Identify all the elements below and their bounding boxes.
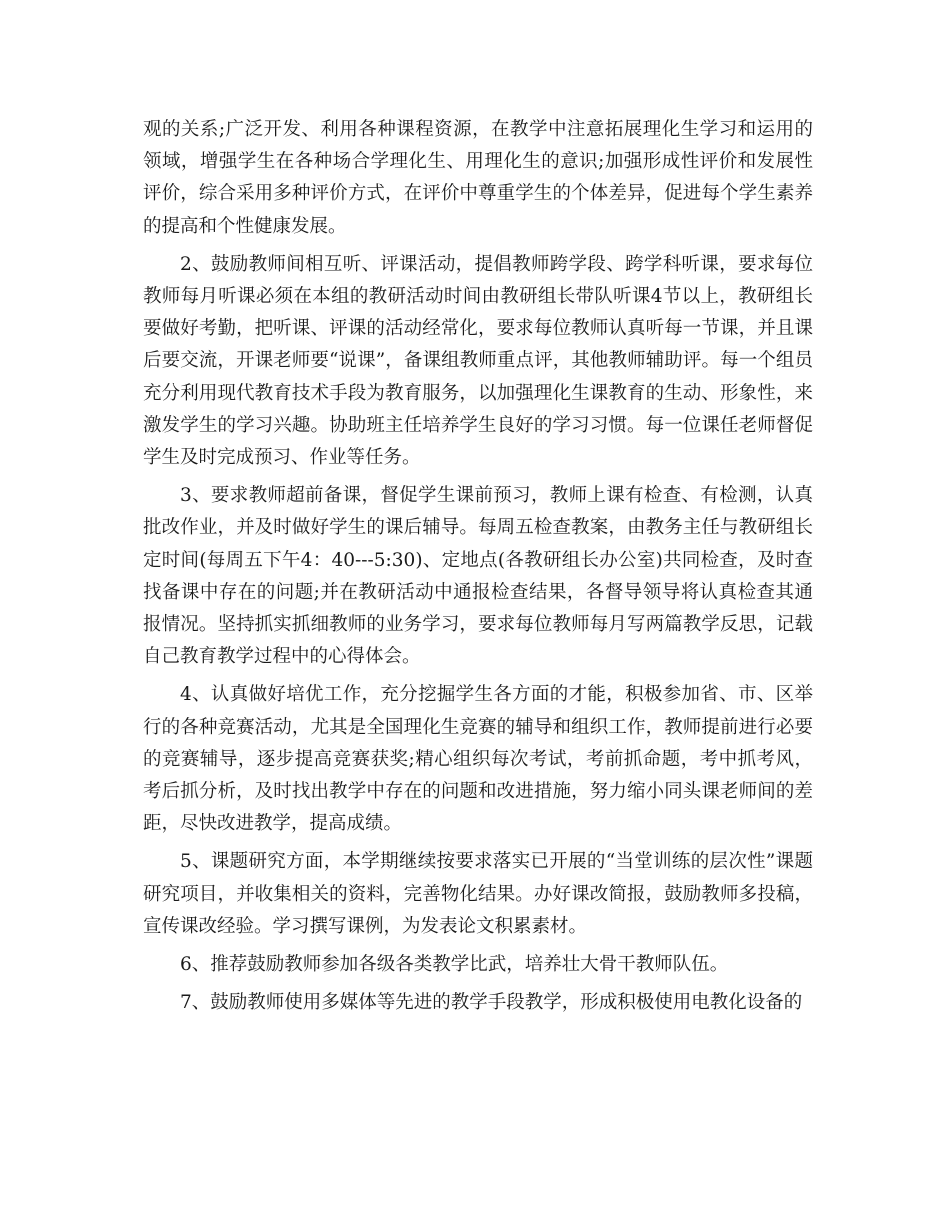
paragraph-item-7: 7、鼓励教师使用多媒体等先进的教学手段教学，形成积极使用电教化设备的 [180, 992, 803, 1014]
paragraph-item-6: 6、推荐鼓励教师参加各级各类教学比武，培养壮大骨干教师队伍。 [180, 954, 729, 976]
paragraph-item-5: 5、课题研究方面，本学期继续按要求落实已开展的“当堂训练的层次性”课题研究项目，并收集相关的资料，完善物化结果。办好课改简报，鼓励教师多投稿，宣传课改经验。学习撰写课例，为发表论文积累素材。 [143, 851, 813, 937]
paragraph-item-2: 2、鼓励教师间相互听、评课活动，提倡教师跨学段、跨学科听课，要求每位教师每月听课必须在本组的教研活动时间由教研组长带队听课4节以上，教研组长要做好考勤，把听课、评课的活动经常化，要求每位教师认真听每一节课，并且课后要交流，开课老师要“说课”，备课组教师重点评，其他教师辅助评。每一个组员充分利用现代教育技术手段为教育服务，以加强理化生课教育的生动、形象性，来激发学生的学习兴趣。协助班主任培养学生良好的学习习惯。每一位课任老师督促学生及时完成预习、作业等任务。 [143, 253, 813, 469]
document-body [143, 114, 813, 1019]
paragraph-continued: 观的关系;广泛开发、利用各种课程资源，在教学中注意拓展理化生学习和运用的领域，增强学生在各种场合学理化生、用理化生的意识;加强形成性评价和发展性评价，综合采用多种评价方式，在评价中尊重学生的个体差异，促进每个学生素养的提高和个性健康发展。 [143, 119, 813, 237]
paragraph-item-4: 4、认真做好培优工作，充分挖掘学生各方面的才能，积极参加省、市、区举行的各种竞赛活动，尤其是全国理化生竞赛的辅导和组织工作，教师提前进行必要的竞赛辅导，逐步提高竞赛获奖;精心组织每次考试，考前抓命题，考中抓考风，考后抓分析，及时找出教学中存在的问题和改进措施，努力缩小同头课老师间的差距，尽快改进教学，提高成绩。 [143, 684, 813, 835]
paragraph-item-3: 3、要求教师超前备课，督促学生课前预习，教师上课有检查、有检测，认真批改作业，并及时做好学生的课后辅导。每周五检查教案，由教务主任与教研组长定时间(每周五下午4：40---5:30)、定地点(各教研组长办公室)共同检查，及时查找备课中存在的问题;并在教研活动中通报检查结果，各督导领导将认真检查其通报情况。坚持抓实抓细教师的业务学习，要求每位教师每月写两篇教学反思，记载自己教育教学过程中的心得体会。 [143, 485, 813, 668]
